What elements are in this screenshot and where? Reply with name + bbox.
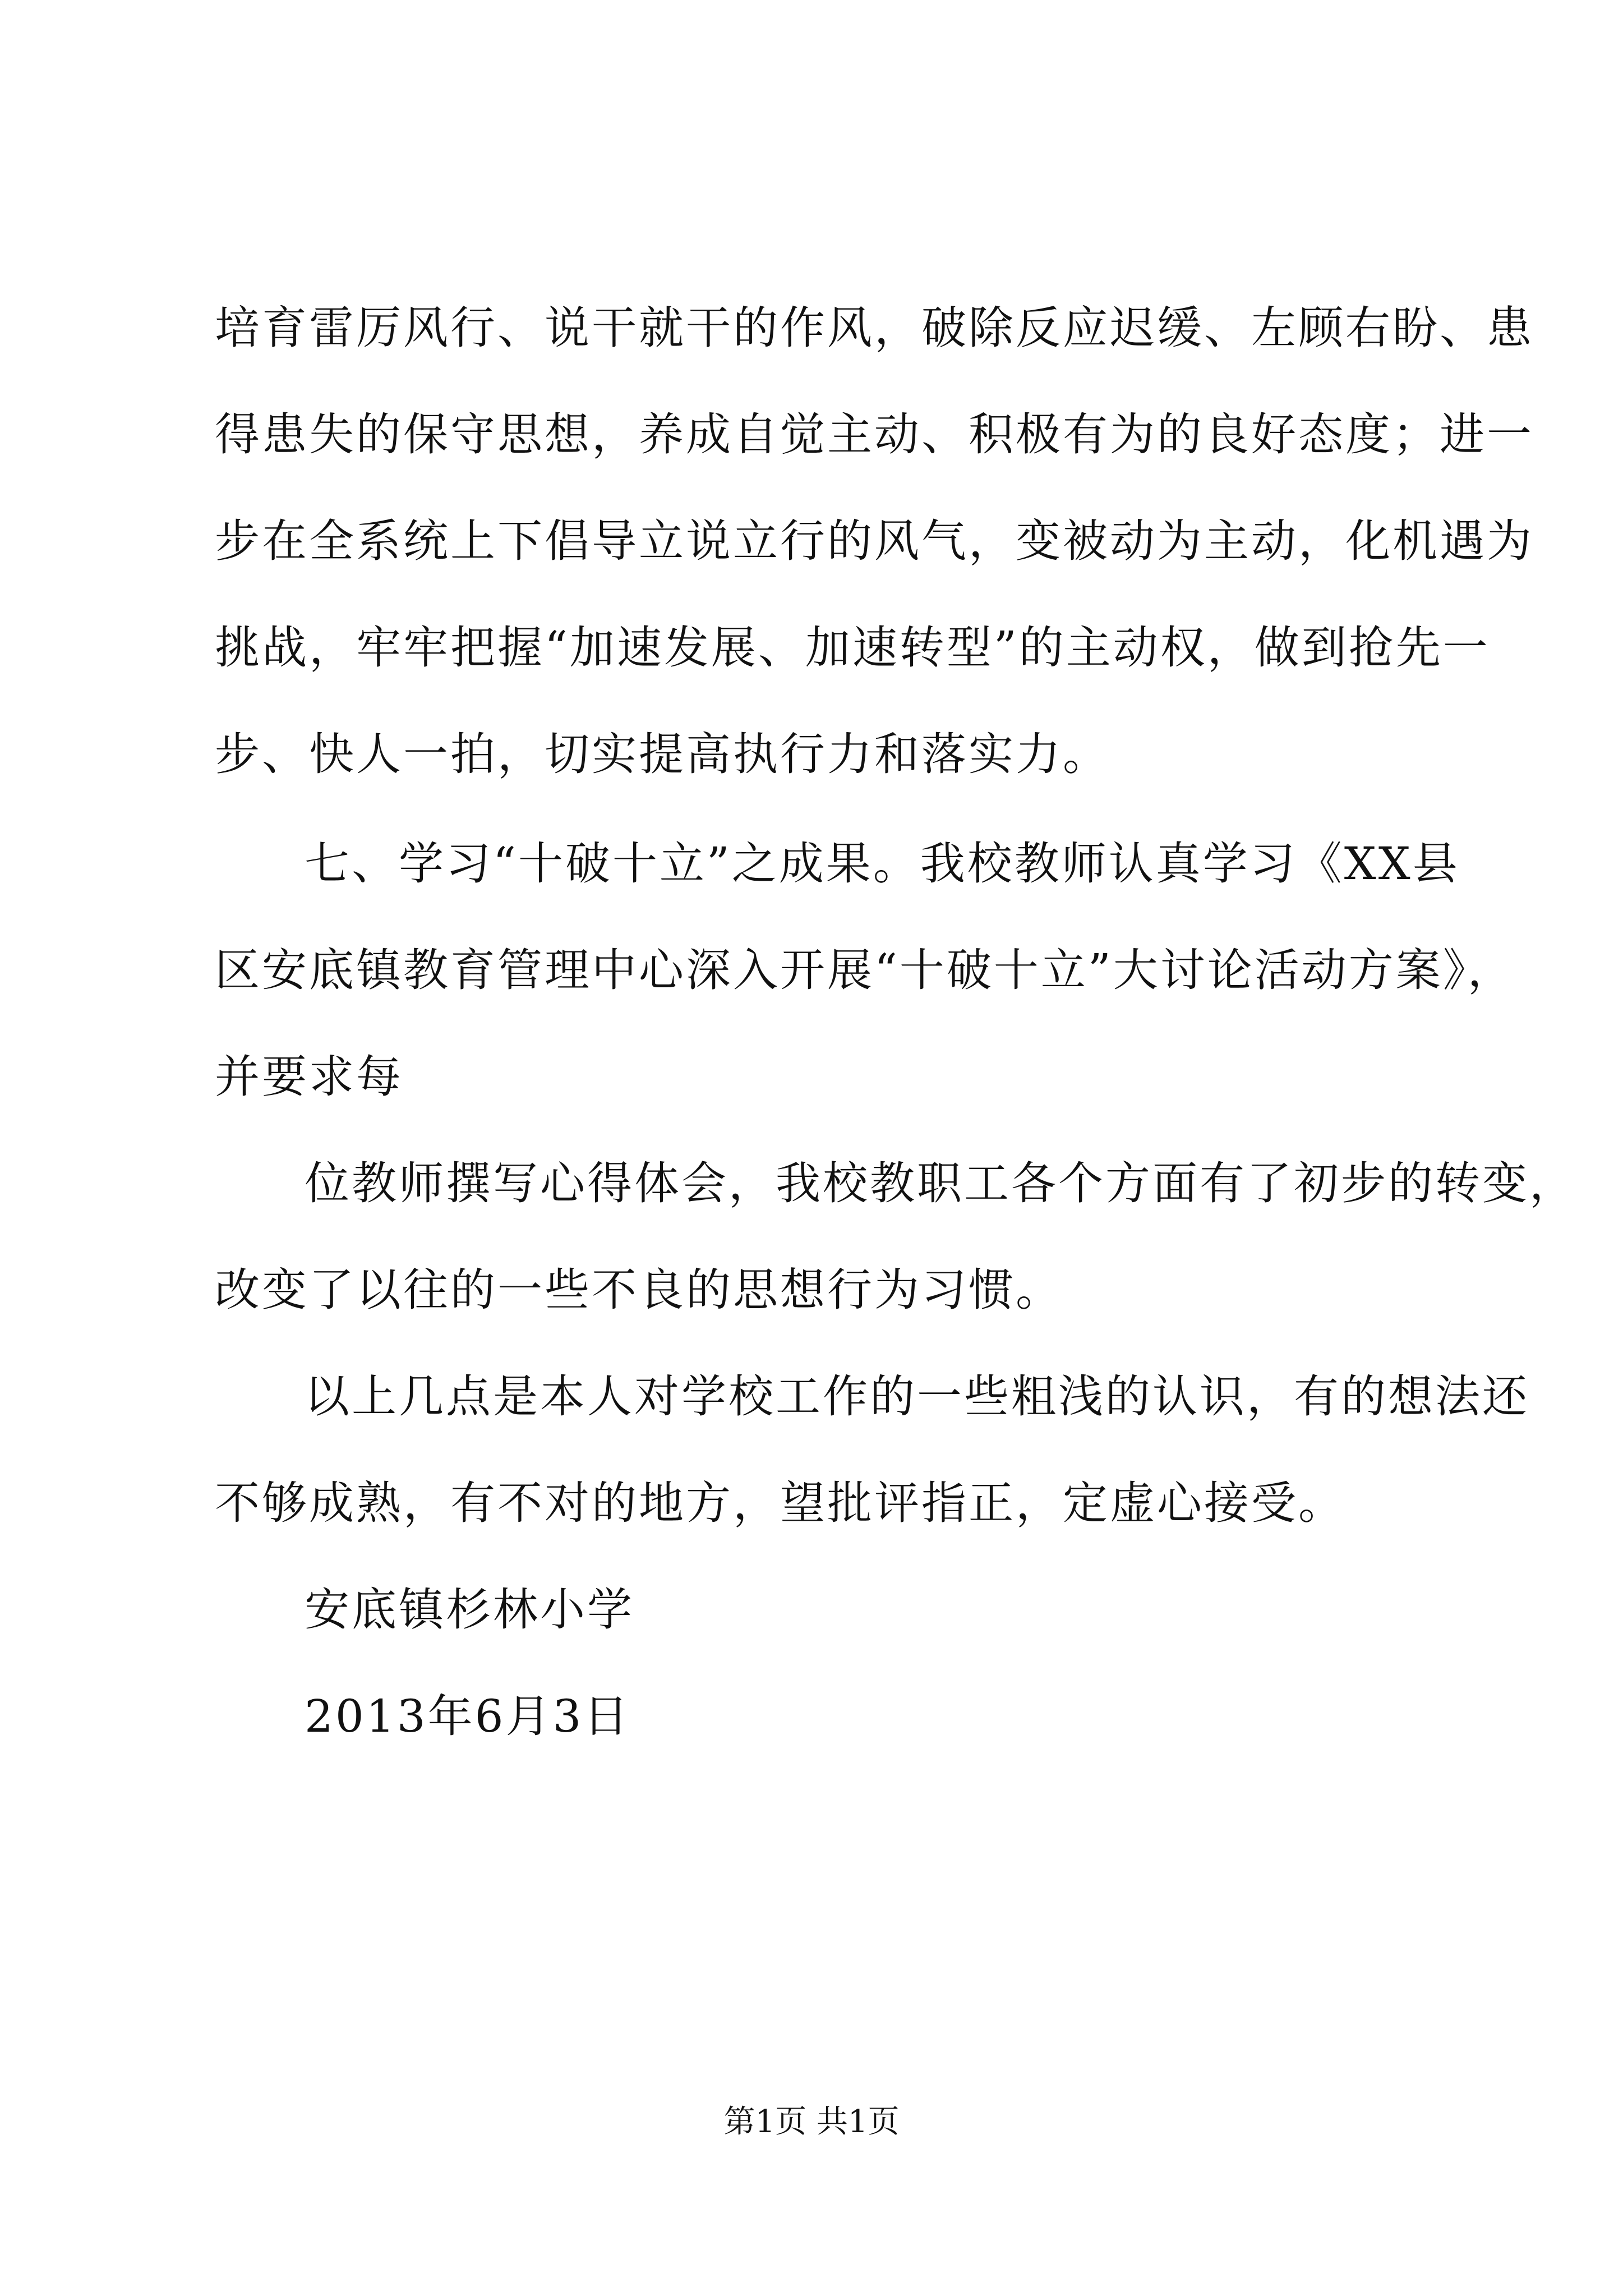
paragraph-start-line: 七、学习“十破十立”之成果。我校教师认真学习《XX县	[305, 838, 1460, 890]
body-text-line: 培育雷厉风行、说干就干的作风，破除反应迟缓、左顾右盼、患	[215, 302, 1534, 354]
paragraph-start-line: 以上几点是本人对学校工作的一些粗浅的认识，有的想法还	[305, 1370, 1529, 1423]
body-text-line: 并要求每	[215, 1051, 403, 1103]
body-text-line: 区安底镇教育管理中心深入开展“十破十立”大讨论活动方案》，	[215, 944, 1515, 996]
paragraph-start-line: 位教师撰写心得体会，我校教职工各个方面有了初步的转变，	[305, 1157, 1576, 1209]
body-text-line: 步、快人一拍，切实提高执行力和落实力。	[215, 728, 1110, 780]
signature-date: 2013年6月3日	[305, 1690, 631, 1742]
body-text-line: 改变了以往的一些不良的思想行为习惯。	[215, 1264, 1063, 1316]
body-text-line: 得患失的保守思想，养成自觉主动、积极有为的良好态度；进一	[215, 408, 1534, 461]
body-text-line: 步在全系统上下倡导立说立行的风气，变被动为主动，化机遇为	[215, 515, 1534, 567]
signature-school: 安底镇杉林小学	[305, 1584, 634, 1636]
page-number-footer: 第1页 共1页	[723, 2104, 900, 2140]
body-text-line: 不够成熟，有不对的地方，望批评指正，定虚心接受。	[215, 1477, 1345, 1529]
body-text-line: 挑战，牢牢把握“加速发展、加速转型”的主动权，做到抢先一	[215, 622, 1490, 674]
